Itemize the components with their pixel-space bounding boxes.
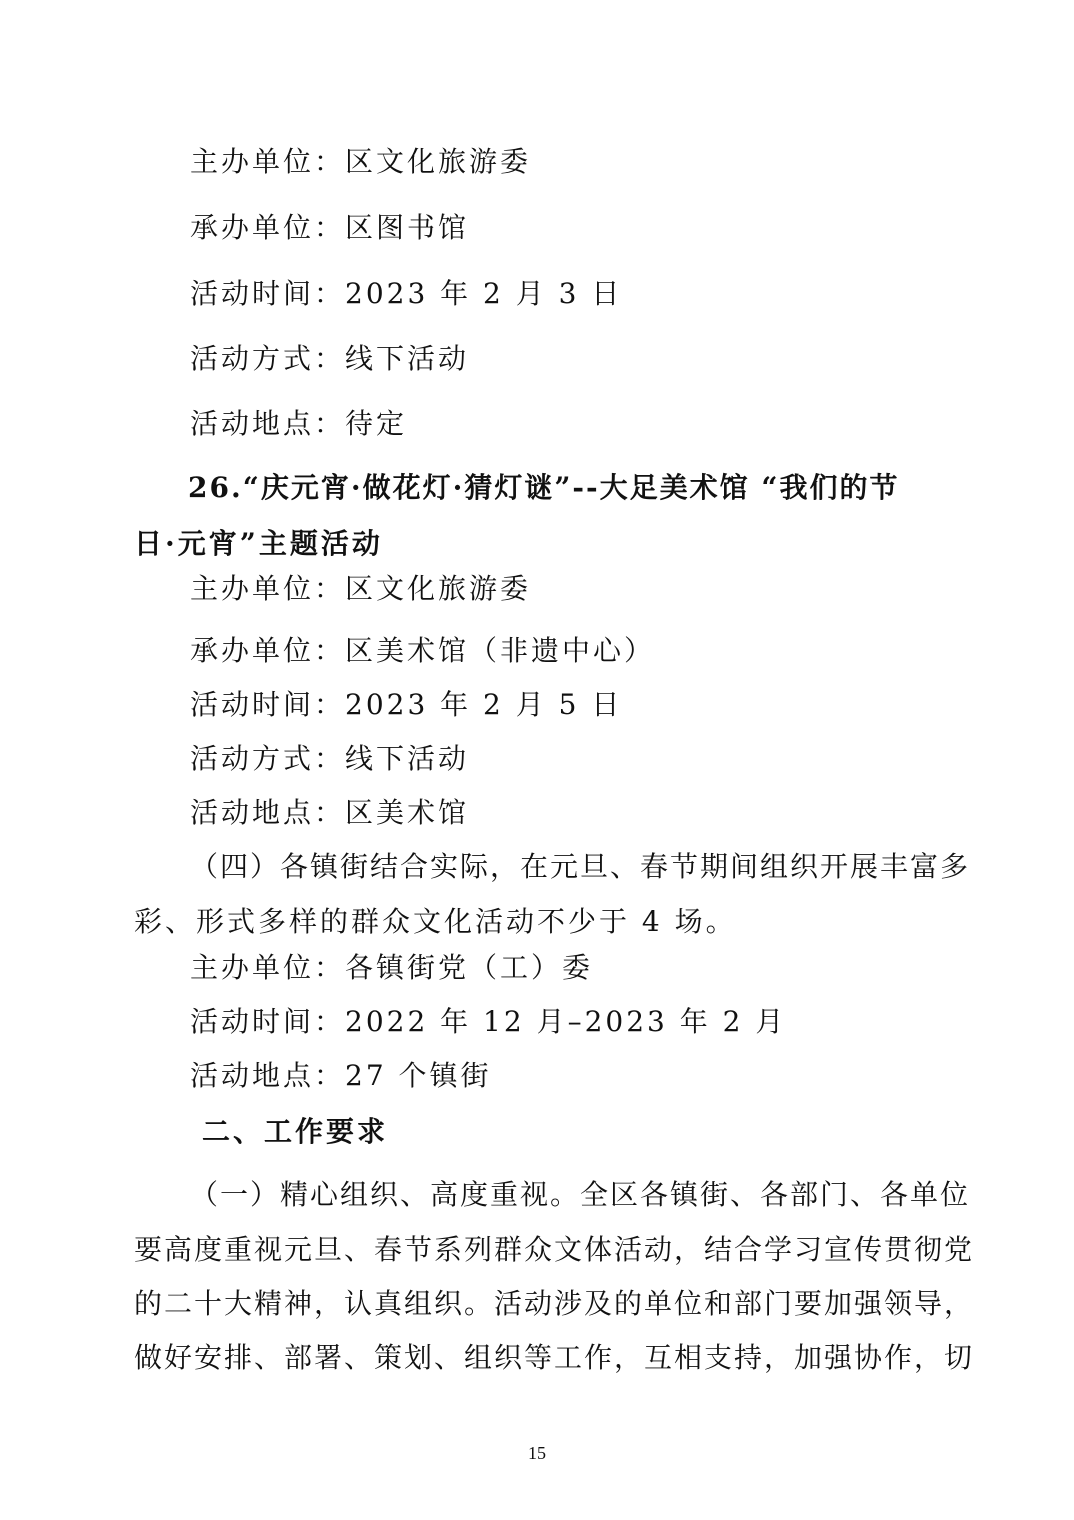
activity-time-line: 活动时间：2022 年 12 月–2023 年 2 月 — [190, 1005, 787, 1038]
requirement-paragraph-line: 要高度重视元旦、春节系列群众文体活动，结合学习宣传贯彻党 — [134, 1233, 975, 1266]
requirement-paragraph-line: 做好安排、部署、策划、组织等工作，互相支持，加强协作，切 — [134, 1341, 975, 1374]
activity-time-line: 活动时间：2023 年 2 月 3 日 — [190, 277, 623, 310]
undertaker-line: 承办单位：区美术馆（非遗中心） — [190, 634, 656, 667]
section-four-paragraph-cont: 彩、形式多样的群众文化活动不少于 4 场。 — [134, 905, 737, 938]
work-requirements-heading: 二、工作要求 — [202, 1115, 389, 1148]
organizer-line: 主办单位：各镇街党（工）委 — [190, 951, 594, 984]
requirement-paragraph: （一）精心组织、高度重视。全区各镇街、各部门、各单位 — [190, 1178, 971, 1211]
organizer-line: 主办单位：区文化旅游委 — [190, 145, 532, 178]
activity-mode-line: 活动方式：线下活动 — [190, 742, 470, 775]
activity-mode-line: 活动方式：线下活动 — [190, 342, 470, 375]
item-26-heading: 26.“庆元宵·做花灯·猜灯谜”--大足美术馆 “我们的节 — [188, 471, 900, 504]
activity-venue-line: 活动地点：27 个镇街 — [190, 1059, 492, 1092]
item-26-heading-cont: 日·元宵”主题活动 — [134, 527, 383, 560]
section-four-paragraph: （四）各镇街结合实际，在元旦、春节期间组织开展丰富多 — [190, 850, 971, 883]
requirement-paragraph-line: 的二十大精神，认真组织。活动涉及的单位和部门要加强领导， — [134, 1287, 975, 1320]
page-number: 15 — [528, 1443, 546, 1463]
activity-time-line: 活动时间：2023 年 2 月 5 日 — [190, 688, 623, 721]
activity-venue-line: 活动地点：待定 — [190, 407, 408, 440]
activity-venue-line: 活动地点：区美术馆 — [190, 796, 470, 829]
organizer-line: 主办单位：区文化旅游委 — [190, 572, 532, 605]
undertaker-line: 承办单位：区图书馆 — [190, 211, 470, 244]
